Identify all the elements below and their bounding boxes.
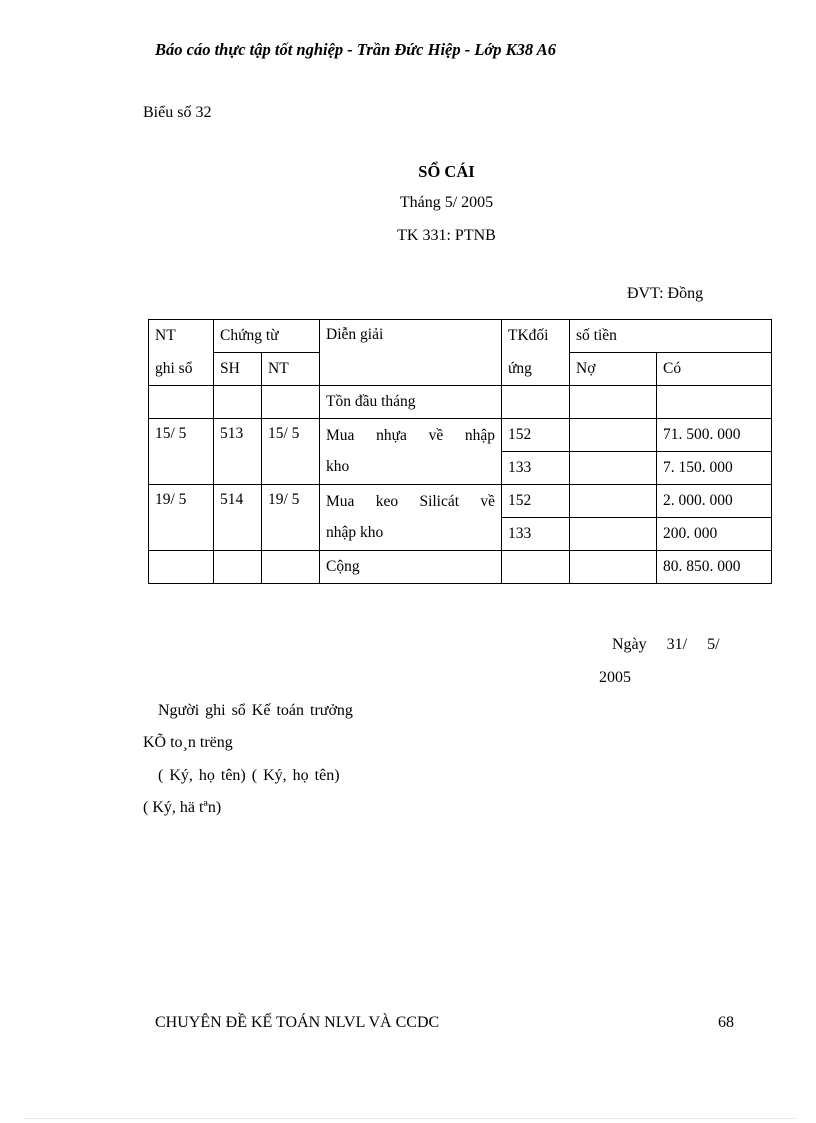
table-row — [149, 419, 772, 452]
total-row — [149, 551, 772, 584]
header-nt2: NT — [262, 353, 320, 386]
signature-instructions: ( Ký, họ tên) ( Ký, họ tên) — [158, 767, 340, 784]
entry-sh: 514 — [214, 485, 262, 551]
entry-sh: 513 — [214, 419, 262, 485]
footer-title: CHUYÊN ĐỀ KẾ TOÁN NLVL VÀ CCDC — [155, 1014, 440, 1031]
total-co: 80. 850. 000 — [657, 551, 772, 584]
header-nt: NT — [149, 320, 214, 353]
entry-co: 7. 150. 000 — [657, 452, 772, 485]
header-so-tien: số tiền — [570, 320, 772, 353]
page-divider — [25, 1118, 795, 1119]
header-tk-doi: TKđối — [502, 320, 570, 353]
opening-label: Tồn đầu tháng — [320, 386, 502, 419]
entry-description: Mua nhựa về nhập kho — [320, 419, 502, 485]
ledger-account: TK 331: PTNB — [397, 227, 496, 244]
entry-no — [570, 485, 657, 518]
header-chung-tu: Chứng từ — [214, 320, 320, 353]
signature-roles: Người ghi sổ Kế toán trưởng — [158, 702, 353, 719]
header-ghi-so: ghi sổ — [149, 353, 214, 386]
currency-unit: ĐVT: Đồng — [627, 285, 704, 302]
signature-instruction-garbled: ( Ký, hä tªn) — [143, 799, 222, 816]
sheet-number: Biểu số 32 — [143, 104, 212, 121]
header-co: Có — [657, 353, 772, 386]
entry-nt: 19/ 5 — [262, 485, 320, 551]
entry-co: 2. 000. 000 — [657, 485, 772, 518]
header-dien-giai: Diễn giải — [320, 320, 502, 386]
entry-account: 133 — [502, 518, 570, 551]
entry-description: Mua keo Silicát về nhập kho — [320, 485, 502, 551]
entry-co: 200. 000 — [657, 518, 772, 551]
ledger-table — [148, 319, 772, 584]
entry-date: 15/ 5 — [149, 419, 214, 485]
entry-no — [570, 452, 657, 485]
total-label: Cộng — [320, 551, 502, 584]
entry-date: 19/ 5 — [149, 485, 214, 551]
page-number: 68 — [718, 1014, 734, 1031]
entry-account: 152 — [502, 485, 570, 518]
entry-no — [570, 419, 657, 452]
header-no: Nợ — [570, 353, 657, 386]
entry-co: 71. 500. 000 — [657, 419, 772, 452]
date-line-1: Ngày 31/ 5/ — [612, 636, 720, 653]
date-line-2: 2005 — [599, 669, 631, 686]
ledger-month: Tháng 5/ 2005 — [399, 194, 494, 211]
entry-account: 152 — [502, 419, 570, 452]
header-ung: ứng — [502, 353, 570, 386]
header-row-1 — [149, 320, 772, 353]
entry-account: 133 — [502, 452, 570, 485]
header-sh: SH — [214, 353, 262, 386]
entry-nt: 15/ 5 — [262, 419, 320, 485]
ledger-title: SỔ CÁI — [418, 162, 475, 181]
table-row — [149, 485, 772, 518]
entry-no — [570, 518, 657, 551]
page-header: Báo cáo thực tập tốt nghiệp - Trần Đức Hiệp - Lớp K38 A6 — [155, 40, 556, 59]
opening-row — [149, 386, 772, 419]
signature-role-garbled: KÕ to¸n trëng — [143, 734, 233, 751]
